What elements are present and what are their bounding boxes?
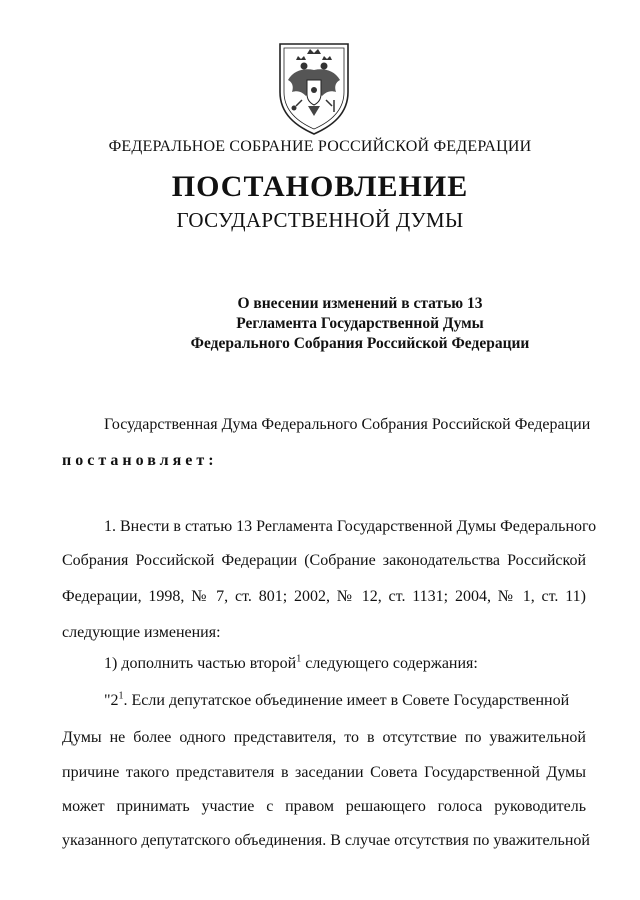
document-title: ПОСТАНОВЛЕНИЕ xyxy=(171,170,469,203)
document-subtitle: ГОСУДАРСТВЕННОЙ ДУМЫ xyxy=(176,208,464,232)
quote-text-a: "2 xyxy=(104,692,119,709)
quote-line-5: указанного депутатского объединения. В случае отсутствия по уважительной xyxy=(62,832,590,849)
decides-word: постановляет: xyxy=(62,452,218,469)
item-1-superscript: 1 xyxy=(296,653,302,665)
item-1-text-b: следующего содержания: xyxy=(301,655,478,672)
quote-line-4: может принимать участие с правом решающего голоса руководитель xyxy=(62,798,586,815)
paragraph-1-line-4: следующие изменения: xyxy=(62,624,221,641)
preamble: Государственная Дума Федерального Собрания Российской Федерации xyxy=(104,416,591,433)
quote-text-b: . Если депутатское объединение имеет в Совете Государственной xyxy=(123,692,570,709)
subject-line-1: О внесении изменений в статью 13 xyxy=(237,295,483,312)
paragraph-1-line-2: Собрания Российской Федерации (Собрание законодательства Российской xyxy=(62,552,586,569)
subject-line-2: Регламента Государственной Думы xyxy=(236,315,484,332)
quote-line-1 xyxy=(104,692,569,710)
quote-superscript: 1 xyxy=(118,690,124,702)
quote-line-2: Думы не более одного представителя, то в отсутствие по уважительной xyxy=(62,729,586,746)
paragraph-1-line-1: 1. Внести в статью 13 Регламента Государственной Думы Федерального xyxy=(104,518,597,535)
federal-assembly-heading: ФЕДЕРАЛЬНОЕ СОБРАНИЕ РОССИЙСКОЙ ФЕДЕРАЦИИ xyxy=(108,138,532,155)
item-1 xyxy=(104,655,478,673)
quote-line-3: причине такого представителя в заседании Совета Государственной Думы xyxy=(62,764,586,781)
item-1-text-a: 1) дополнить частью второй xyxy=(104,655,297,672)
coat-of-arms-icon xyxy=(274,40,354,136)
subject-line-3: Федерального Собрания Российской Федерации xyxy=(190,335,530,352)
paragraph-1-line-3: Федерации, 1998, № 7, ст. 801; 2002, № 12, ст. 1131; 2004, № 1, ст. 11) xyxy=(62,588,586,605)
